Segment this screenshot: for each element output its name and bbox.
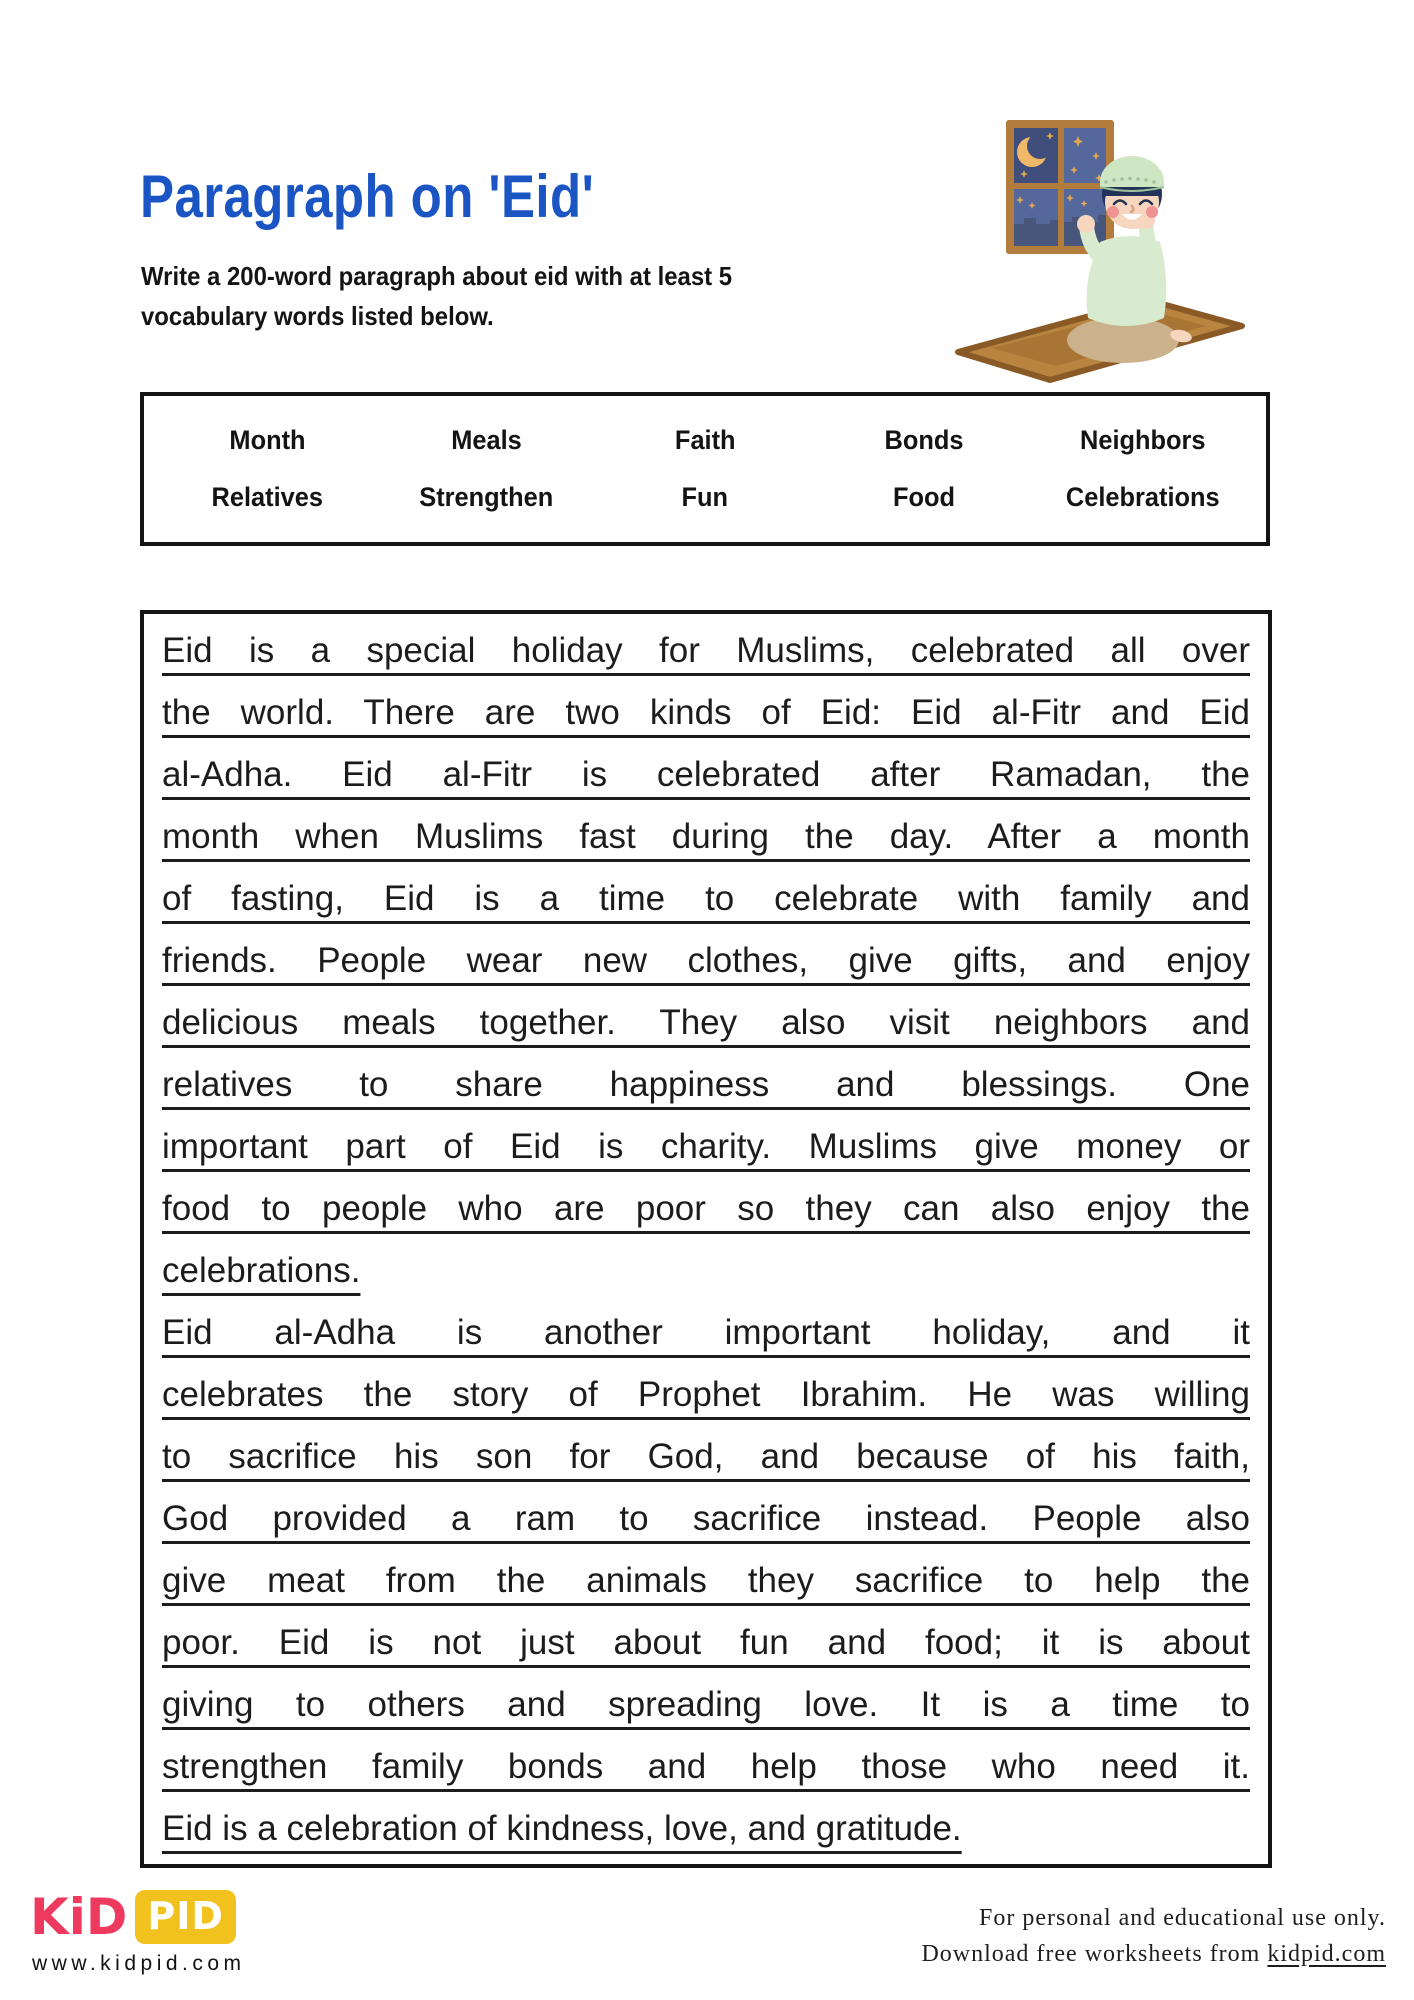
kidpid-logo-kid-text: KiD <box>30 1888 128 1946</box>
instructions-line-1: Write a 200-word paragraph about eid with at least 5 <box>141 261 733 291</box>
usage-note <box>921 1900 1386 1972</box>
vocab-word: Faith <box>674 425 736 456</box>
vocab-word: Strengthen <box>419 481 554 512</box>
instructions-line-2: vocabulary words listed below. <box>141 301 494 332</box>
vocabulary-box <box>140 392 1270 546</box>
instructions <box>141 256 732 337</box>
paragraph-line: important part of Eid is charity. Muslims give money or <box>162 1127 1250 1166</box>
paragraph-line: celebrates the story of Prophet Ibrahim. He was willing <box>162 1375 1250 1414</box>
kidpid-website-text: www.kidpid.com <box>32 1952 246 1975</box>
paragraph-line: celebrations. <box>162 1251 361 1290</box>
kidpid-link[interactable]: kidpid.com <box>1267 1941 1386 1967</box>
paragraph-line: food to people who are poor so they can also enjoy the <box>162 1189 1250 1228</box>
paragraph-line: month when Muslims fast during the day. After a month <box>162 817 1250 856</box>
paragraph-line: give meat from the animals they sacrifice to help the <box>162 1561 1250 1600</box>
paragraph-line: Eid is a special holiday for Muslims, celebrated all over <box>162 631 1250 670</box>
usage-line-2-text: Download free worksheets from <box>921 1941 1268 1967</box>
night-window-icon <box>1006 120 1114 254</box>
paragraph-line: friends. People wear new clothes, give gifts, and enjoy <box>162 941 1250 980</box>
page-title: Paragraph on 'Eid' <box>140 163 595 230</box>
usage-line-1: For personal and educational use only. <box>978 1905 1386 1931</box>
paragraph-line: poor. Eid is not just about fun and food; it is about <box>162 1623 1250 1662</box>
vocab-word: Bonds <box>884 425 964 456</box>
paragraph-line: Eid al-Adha is another important holiday, and it <box>162 1313 1250 1352</box>
vocab-word: Food <box>892 481 955 512</box>
kidpid-logo <box>30 1890 236 1944</box>
paragraph-line: to sacrifice his son for God, and because of his faith, <box>162 1437 1250 1476</box>
usage-line-2 <box>921 1936 1386 1972</box>
vocab-word: Meals <box>450 425 522 456</box>
vocab-word: Relatives <box>211 481 324 512</box>
praying-boy-illustration <box>948 110 1254 390</box>
paragraph-line: of fasting, Eid is a time to celebrate with family and <box>162 879 1250 918</box>
paragraph-line: delicious meals together. They also visit neighbors and <box>162 1003 1250 1042</box>
paragraph-box <box>140 610 1272 1868</box>
paragraph-line: God provided a ram to sacrifice instead. People also <box>162 1499 1250 1538</box>
paragraph-line: strengthen family bonds and help those who need it. <box>162 1747 1250 1786</box>
paragraph-line: the world. There are two kinds of Eid: Eid al-Fitr and Eid <box>162 693 1250 732</box>
vocab-word: Fun <box>681 481 729 512</box>
vocab-word: Month <box>229 425 306 456</box>
paragraph-line: Eid is a celebration of kindness, love, and gratitude. <box>162 1809 962 1848</box>
kidpid-logo-pid-badge: PID <box>135 1890 236 1944</box>
vocab-word: Neighbors <box>1079 425 1206 456</box>
paragraph-line: relatives to share happiness and blessings. One <box>162 1065 1250 1104</box>
paragraph-line: giving to others and spreading love. It is a time to <box>162 1685 1250 1724</box>
paragraph-line: al-Adha. Eid al-Fitr is celebrated after Ramadan, the <box>162 755 1250 794</box>
vocab-word: Celebrations <box>1065 481 1220 512</box>
